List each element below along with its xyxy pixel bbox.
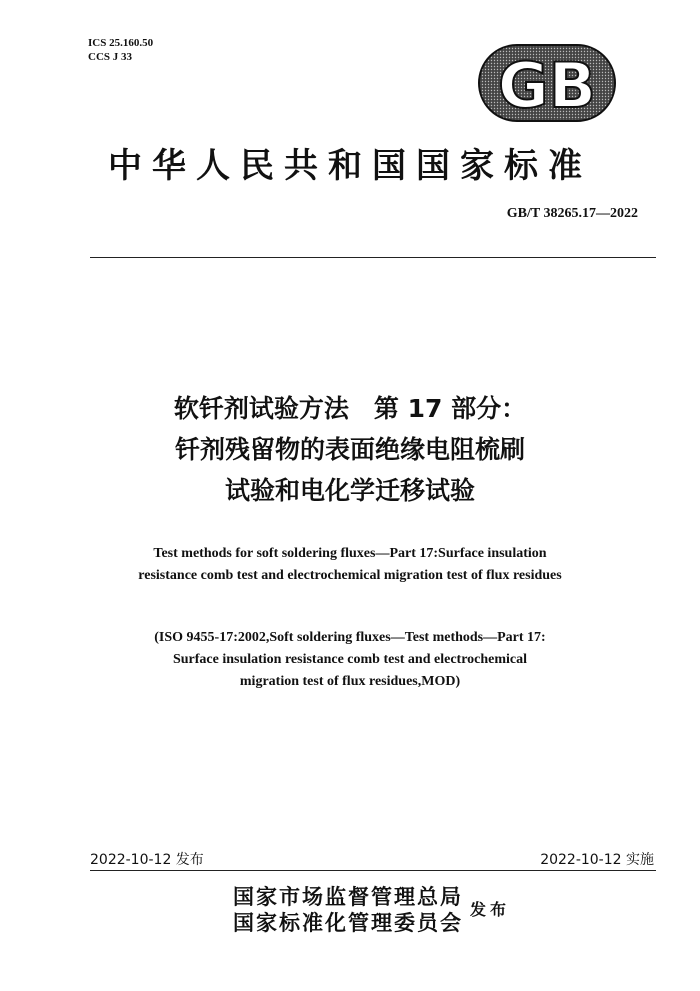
gb-logo-text: GB [497,49,597,122]
issuing-authorities [233,884,463,936]
chinese-title-line: 软钎剂试验方法 第 17 部分： [173,394,527,423]
bottom-divider [90,870,656,871]
chinese-title [0,388,700,511]
iso-reference-line: migration test of flux residues,MOD) [239,674,461,689]
english-title-line: resistance comb test and electrochemical migration test of flux residues [138,568,562,583]
ics-code: ICS 25.160.50 [88,37,154,49]
classification-codes [88,36,153,64]
english-title-line: Test methods for soft soldering fluxes—Part 17:Surface insulation [153,546,547,561]
issue-label: 发布 [470,900,511,919]
implementation-date: 2022-10-12 实施 [540,852,654,868]
issuer-samr: 国家市场监督管理总局 [233,884,463,909]
chinese-title-line: 试验和电化学迁移试验 [224,476,475,505]
chinese-title-line: 钎剂残留物的表面绝缘电阻梳刷 [174,435,525,464]
standard-number: GB/T 38265.17—2022 [506,206,638,221]
english-title [0,543,700,587]
iso-reference-line: (ISO 9455-17:2002,Soft soldering fluxes—Test methods—Part 17: [154,630,546,645]
iso-reference [0,627,700,693]
top-divider [90,257,656,258]
issuer-sac: 国家标准化管理委员会 [233,910,463,935]
iso-reference-line: Surface insulation resistance comb test and electrochemical [172,652,528,667]
issue-date: 2022-10-12 发布 [90,852,204,868]
ccs-code: CCS J 33 [88,51,133,63]
national-standard-title: 中华人民共和国国家标准 [108,146,592,186]
gb-logo-icon [478,44,616,122]
